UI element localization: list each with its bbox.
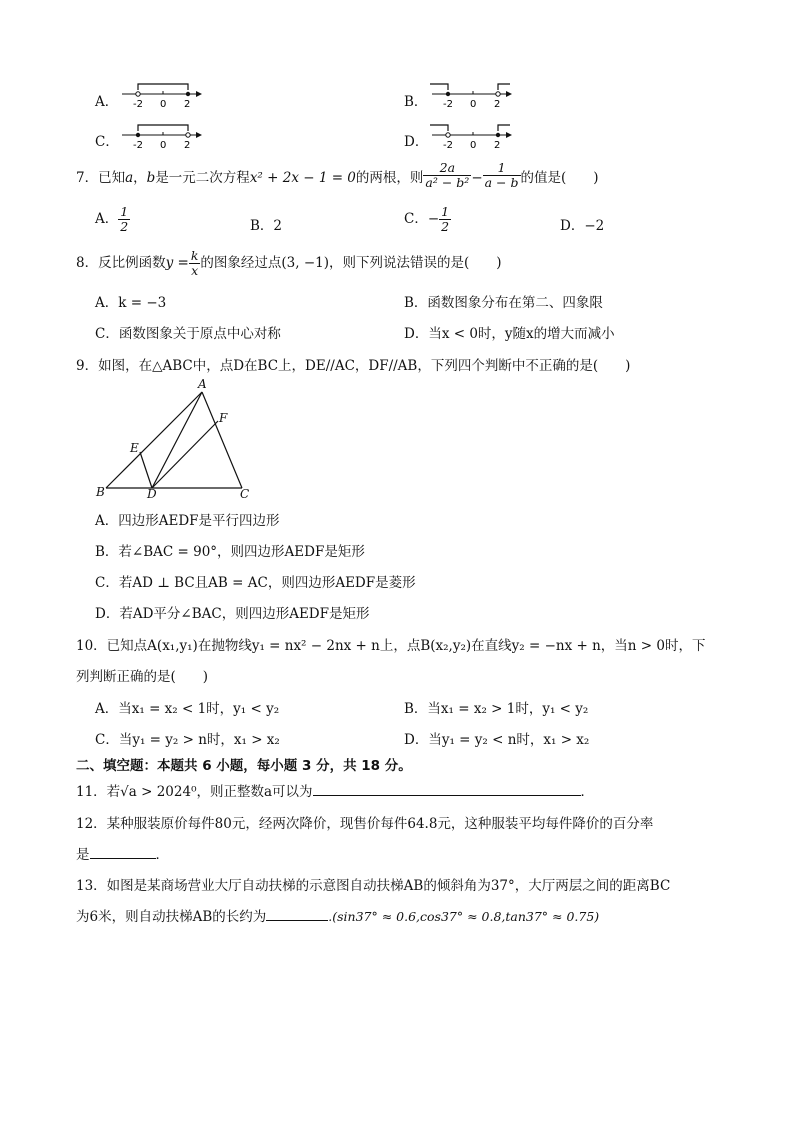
q8-text: 反比例函数 [98, 255, 166, 271]
q10-option-d: D．当y₁ = y₂ < n时，x₁ > x₂ [404, 732, 590, 748]
q8-option-a: A．k = −3 [95, 295, 167, 311]
q7-equation: x² + 2x − 1 = 0 [249, 170, 356, 186]
q6-option-d-number-line [428, 121, 514, 151]
q6-option-d-label: D． [404, 134, 429, 150]
q8-number: 8． [76, 255, 99, 271]
q10-option-a: A．当x₁ = x₂ < 1时，y₁ < y₂ [95, 701, 280, 717]
tick-label: -2 [133, 140, 143, 151]
tick-label: 2 [494, 140, 501, 151]
q12-stem-line-1: 12．某种服装原价每件80元，经两次降价，现售价每件64.8元，这种服装平均每件降价的百分率 [76, 816, 654, 832]
q8-option-b: B．函数图象分布在第二、四象限 [404, 295, 603, 311]
q7-var-b: b [146, 170, 156, 186]
q11-period: ． [580, 784, 595, 800]
q7-text: 是一元二次方程 [155, 170, 250, 186]
label-e: E [130, 441, 139, 455]
q13-trig-values: .(sin37° ≈ 0.6,cos37° ≈ 0.8,tan37° ≈ 0.75) [328, 909, 600, 924]
label-a: A [198, 377, 207, 391]
label-f: F [219, 411, 228, 425]
q12-period: ． [155, 847, 169, 863]
q7-option-c: C．− $\frac{1}{2}$ [404, 204, 450, 234]
q9-option-c: C．若AD ⊥ BC且AB = AC，则四边形AEDF是菱形 [95, 575, 416, 591]
q7-stem [76, 160, 599, 190]
q6-option-c-number-line [118, 121, 204, 151]
q7-text: 的值是( ) [520, 170, 599, 186]
q9-option-d: D．若AD平分∠BAC，则四边形AEDF是矩形 [95, 606, 370, 622]
q12-answer-blank[interactable] [90, 858, 156, 859]
q12-stem-line-2 [76, 843, 169, 863]
q7-option-a: A． $\frac{1}{2}$ [95, 204, 129, 234]
q6-option-b-number-line [428, 80, 514, 110]
q11-answer-blank[interactable] [313, 795, 581, 796]
q9-stem: 9．如图，在△ABC中，点D在BC上，DE//AC，DF//AB，下列四个判断中不正确的是( ) [76, 358, 631, 374]
q8-fraction: $\frac{k}{x}$ [190, 248, 199, 278]
q10-stem-line-2: 列判断正确的是( ) [76, 669, 209, 685]
label-c: C [240, 487, 250, 501]
q8-option-d: D．当x < 0时，y随x的增大而减小 [404, 326, 615, 342]
q7-fraction-2: $\frac{1}{a - b}$ [484, 160, 519, 190]
tick-label: -2 [443, 99, 453, 110]
q6-option-b-label: B． [404, 94, 428, 110]
q13-answer-blank[interactable] [266, 920, 328, 921]
q12-text: 是 [76, 847, 90, 863]
q7-var-a: a [125, 170, 134, 186]
q11-stem [76, 780, 594, 800]
q9-triangle-figure [92, 376, 262, 502]
q6-option-a-number-line [118, 80, 204, 110]
tick-label: 2 [184, 99, 191, 110]
tick-label: -2 [133, 99, 143, 110]
tick-label: 0 [470, 140, 477, 151]
tick-label: 0 [470, 99, 477, 110]
q6-option-a-label: A． [95, 94, 119, 110]
q10-option-b: B．当x₁ = x₂ > 1时，y₁ < y₂ [404, 701, 589, 717]
q7-number: 7． [76, 170, 99, 186]
tick-label: -2 [443, 140, 453, 151]
q10-option-c: C．当y₁ = y₂ > n时，x₁ > x₂ [95, 732, 280, 748]
q7-option-b: B．2 [250, 218, 283, 234]
tick-label: 0 [160, 99, 167, 110]
label-d: D [147, 487, 157, 501]
q7-option-d: D．−2 [560, 218, 605, 234]
tick-label: 0 [160, 140, 167, 151]
q13-text: 为6米，则自动扶梯AB的长约为 [76, 909, 267, 925]
q7-text: 的两根，则 [355, 170, 424, 186]
q8-text: 的图象经过点(3, −1)，则下列说法错误的是( ) [200, 255, 502, 271]
q8-stem [76, 249, 502, 278]
q13-stem-line-1: 13．如图是某商场营业大厅自动扶梯的示意图自动扶梯AB的倾斜角为37°，大厅两层之间的距离BC [76, 878, 671, 894]
q11-text: 11．若√a > 2024⁰，则正整数a可以为 [76, 784, 313, 800]
q7-fraction-1: $\frac{2a}{\text{a² − b²}}$ [425, 160, 470, 190]
q10-stem-line-1: 10．已知点A(x₁,y₁)在抛物线y₁ = nx² − 2nx + n上，点B(x₂,y₂)在直线y₂ = −nx + n，当n > 0时，下 [76, 638, 706, 654]
tick-label: 2 [494, 99, 501, 110]
q6-option-c-label: C． [95, 134, 119, 150]
q13-stem-line-2 [76, 905, 599, 925]
q9-option-b: B．若∠BAC = 90°，则四边形AEDF是矩形 [95, 544, 365, 560]
q8-option-c: C．函数图象关于原点中心对称 [95, 326, 281, 342]
q7-minus: − [471, 170, 483, 186]
section-2-title: 二、填空题：本题共 6 小题，每小题 3 分，共 18 分。 [76, 758, 412, 774]
label-b: B [96, 485, 105, 499]
tick-label: 2 [184, 140, 191, 151]
q7-text: 已知 [98, 170, 126, 186]
q7-comma: ， [133, 170, 147, 186]
q8-function: y = [165, 255, 189, 271]
q9-option-a: A．四边形AEDF是平行四边形 [95, 513, 280, 529]
